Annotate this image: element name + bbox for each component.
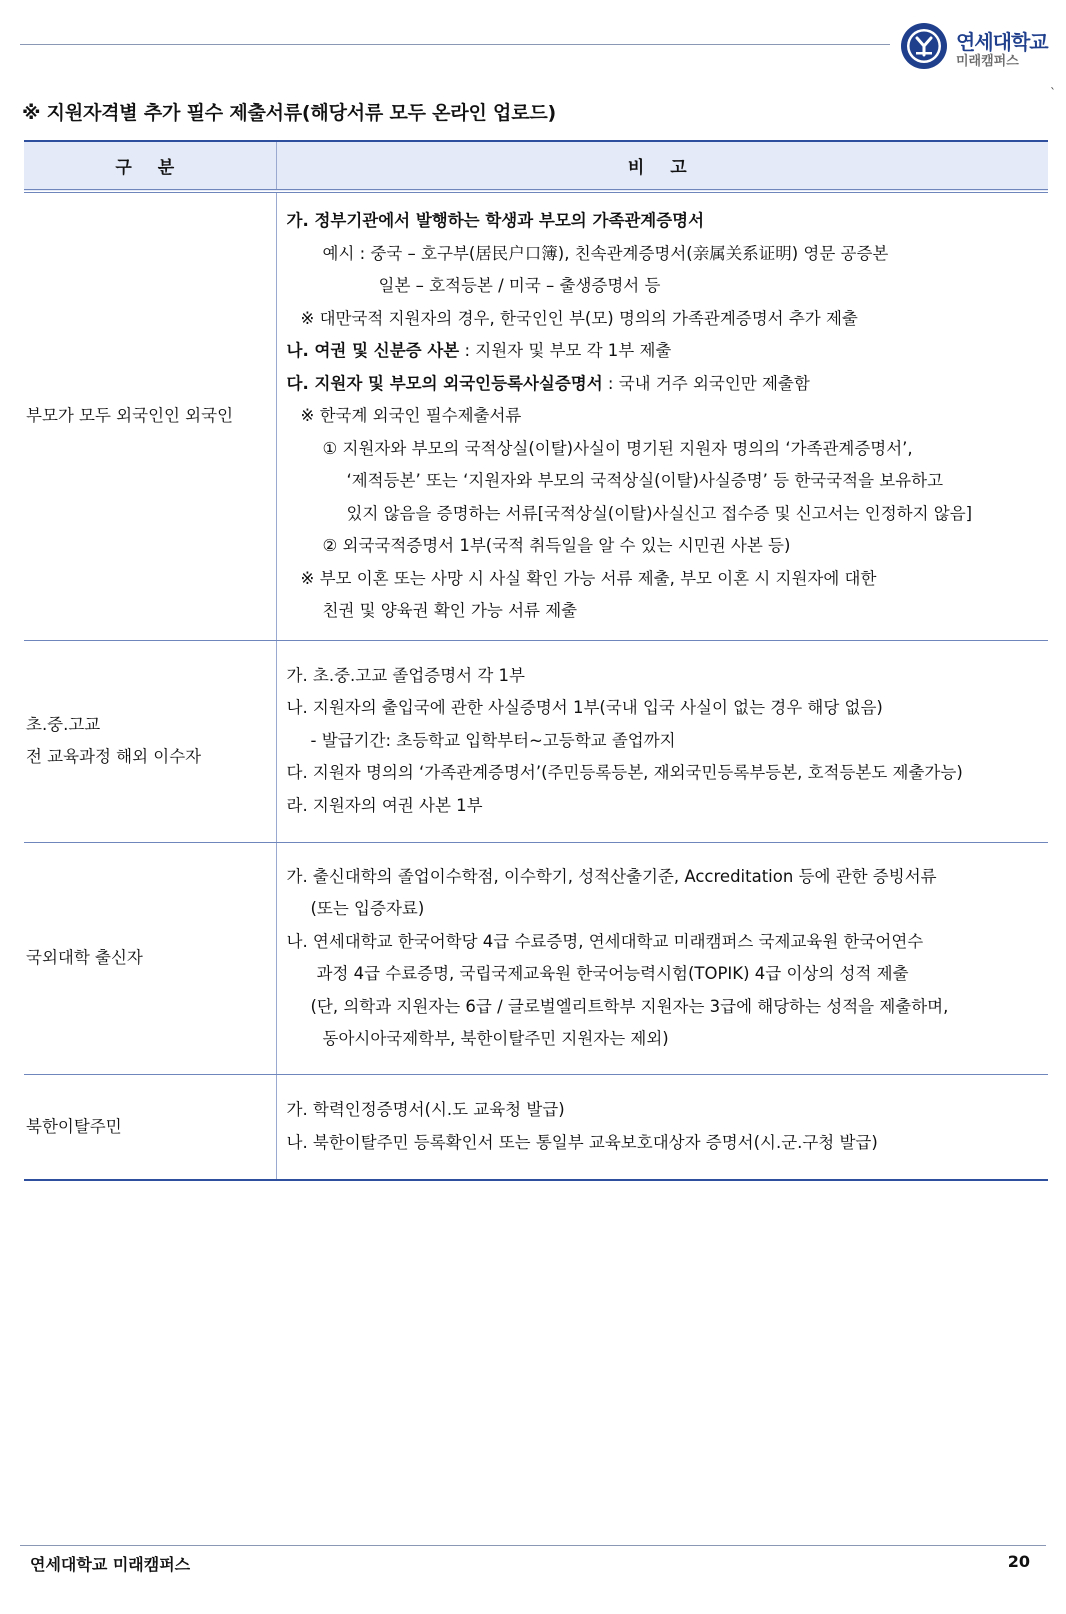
remark-line xyxy=(287,368,1049,401)
category-label: 전 교육과정 해외 이수자 xyxy=(26,747,202,766)
remark-line xyxy=(287,465,1049,498)
page-number: 20 xyxy=(1007,1552,1030,1571)
remark-text: 있지 않음을 증명하는 서류[국적상실(이탈)사실신고 접수증 및 신고서는 인정하지 않음] xyxy=(346,503,973,523)
category-cell xyxy=(24,191,276,640)
remarks-cell xyxy=(276,191,1048,640)
remark-text: ※ 대만국적 지원자의 경우, 한국인인 부(모) 명의의 가족관계증명서 추가 제출 xyxy=(300,308,858,328)
remark-line xyxy=(287,926,1049,959)
remark-text: 나. 북한이탈주민 등록확인서 또는 통일부 교육보호대상자 증명서(시.군.구청 발급) xyxy=(286,1132,878,1152)
remark-text: (또는 입증자료) xyxy=(310,899,425,918)
remarks-cell xyxy=(276,640,1048,842)
remark-text: 가. 초.중.고교 졸업증명서 각 1부 xyxy=(286,665,525,685)
category-cell xyxy=(24,1074,276,1180)
remark-text: 나. 지원자의 출입국에 관한 사실증명서 1부(국내 입국 사실이 없는 경우 해당 없음) xyxy=(286,698,883,718)
table-row xyxy=(24,842,1048,1074)
requirements-table xyxy=(24,140,1048,1181)
remark-line xyxy=(287,958,1049,991)
footer-rule xyxy=(20,1545,1046,1546)
remark-line xyxy=(287,270,1049,303)
remark-text: : 지원자 및 부모 각 1부 제출 xyxy=(459,341,672,360)
remark-text: : 국내 거주 외국인만 제출함 xyxy=(602,373,810,393)
category-cell xyxy=(24,842,276,1074)
remark-line xyxy=(287,205,1049,238)
remark-line xyxy=(287,433,1049,466)
university-seal-icon xyxy=(900,22,948,70)
remark-line xyxy=(287,400,1049,433)
remark-line xyxy=(287,1094,1049,1127)
remark-text: 나. 연세대학교 한국어학당 4급 수료증명, 연세대학교 미래캠퍼스 국제교육원 한국어연수 xyxy=(286,931,924,951)
remark-line xyxy=(287,991,1049,1024)
remark-heading-text: 가. 정부기관에서 발행하는 학생과 부모의 가족관계증명서 xyxy=(286,211,705,230)
remarks-cell xyxy=(276,1074,1048,1180)
stray-mark: ` xyxy=(1050,86,1056,100)
remark-line xyxy=(287,790,1049,823)
remark-text: 일본 – 호적등본 / 미국 – 출생증명서 등 xyxy=(378,276,661,295)
remark-line xyxy=(287,692,1049,725)
remark-line xyxy=(287,303,1049,336)
remark-text: 예시 : 중국 – 호구부(居民户口簿), 친속관계증명서(亲属关系证明) 영문 공증본 xyxy=(322,243,889,263)
footer-university: 연세대학교 미래캠퍼스 xyxy=(30,1555,191,1574)
remark-text: ① 지원자와 부모의 국적상실(이탈)사실이 명기된 지원자 명의의 ‘가족관계증명서’, xyxy=(322,438,913,458)
category-label: 국외대학 출신자 xyxy=(26,947,143,967)
category-label: 초.중.고교 xyxy=(26,714,101,734)
remark-text: 친권 및 양육권 확인 가능 서류 제출 xyxy=(322,601,578,620)
remark-text: (단, 의학과 지원자는 6급 / 글로벌엘리트학부 지원자는 3급에 해당하는 성적을 제출하며, xyxy=(310,996,949,1016)
remark-line xyxy=(287,893,1049,926)
remark-line xyxy=(287,335,1049,368)
table-header-row xyxy=(24,141,1048,191)
remark-text: 가. 학력인정증명서(시.도 교육청 발급) xyxy=(286,1100,565,1120)
remark-heading-text: 나. 여권 및 신분증 사본 xyxy=(286,341,460,360)
remark-text: ※ 부모 이혼 또는 사망 시 사실 확인 가능 서류 제출, 부모 이혼 시 지원자에 대한 xyxy=(300,568,877,588)
remark-text: ※ 한국계 외국인 필수제출서류 xyxy=(300,406,522,425)
remark-line xyxy=(287,1023,1049,1056)
category-label: 북한이탈주민 xyxy=(26,1116,122,1136)
remark-line xyxy=(287,660,1049,693)
remark-text: ② 외국국적증명서 1부(국적 취득일을 알 수 있는 시민권 사본 등) xyxy=(322,536,791,555)
remark-line xyxy=(287,757,1049,790)
remark-text: 다. 지원자 명의의 ‘가족관계증명서’(주민등록등본, 재외국민등록부등본, 호적등본도 제출가능) xyxy=(286,763,963,783)
remark-line xyxy=(287,1127,1049,1160)
category-label: 부모가 모두 외국인인 외국인 xyxy=(26,406,234,425)
remark-text: 라. 지원자의 여권 사본 1부 xyxy=(286,795,483,815)
category-cell xyxy=(24,640,276,842)
logo-name: 연세대학교 xyxy=(956,30,1048,54)
remark-text: 가. 출신대학의 졸업이수학점, 이수학기, 성적산출기준, Accreditation 등에 관한 증빙서류 xyxy=(286,866,937,886)
table-row xyxy=(24,1074,1048,1180)
remark-line xyxy=(287,498,1049,531)
column-header-category: 구 분 xyxy=(24,141,276,191)
remark-line xyxy=(287,238,1049,271)
header-rule xyxy=(20,44,890,45)
column-header-remarks: 비 고 xyxy=(276,141,1048,191)
remark-line xyxy=(287,861,1049,894)
remark-line xyxy=(287,725,1049,758)
table-row xyxy=(24,191,1048,640)
table-row xyxy=(24,640,1048,842)
remark-text: - 발급기간: 초등학교 입학부터~고등학교 졸업까지 xyxy=(310,730,676,750)
remark-line xyxy=(287,530,1049,563)
remark-line xyxy=(287,595,1049,628)
remark-heading-text: 다. 지원자 및 부모의 외국인등록사실증명서 xyxy=(286,373,603,393)
logo-subname: 미래캠퍼스 xyxy=(956,54,1019,69)
university-logo xyxy=(900,22,1060,72)
remarks-cell xyxy=(276,842,1048,1074)
section-title: ※ 지원자격별 추가 필수 제출서류(해당서류 모두 온라인 업로드) xyxy=(22,102,556,124)
remark-text: 과정 4급 수료증명, 국립국제교육원 한국어능력시험(TOPIK) 4급 이상의 성적 제출 xyxy=(316,964,909,983)
remark-text: ‘제적등본’ 또는 ‘지원자와 부모의 국적상실(이탈)사실증명’ 등 한국국적을 보유하고 xyxy=(346,471,944,490)
remark-line xyxy=(287,563,1049,596)
remark-text: 동아시아국제학부, 북한이탈주민 지원자는 제외) xyxy=(322,1029,669,1048)
